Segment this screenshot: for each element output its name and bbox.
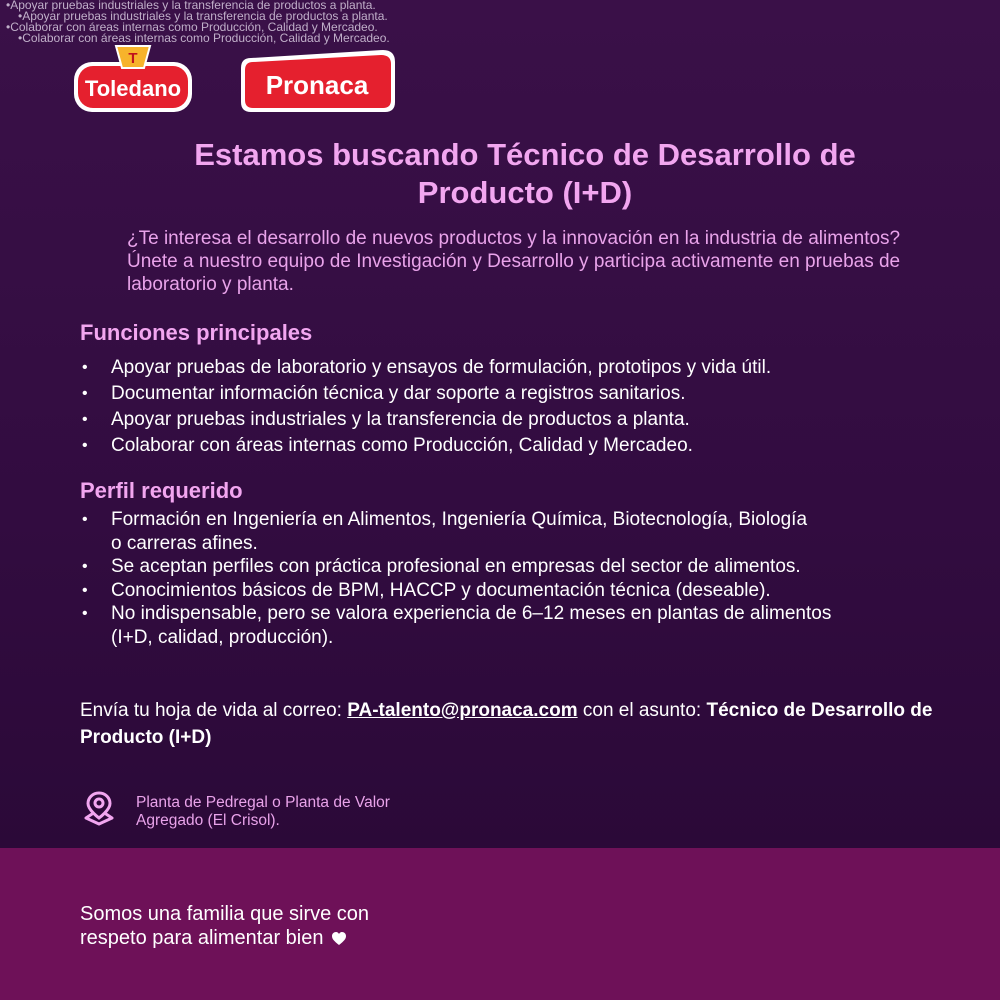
list-item: • Formación en Ingeniería en Alimentos, Ingeniería Química, Biotecnología, Biología o carreras afines.: [80, 508, 880, 555]
pronaca-logo: [237, 48, 397, 114]
svg-text:Toledano: Toledano: [84, 76, 182, 101]
heart-icon: [331, 931, 347, 946]
location-text: Planta de Pedregal o Planta de Valor Agregado (El Crisol).: [136, 794, 390, 829]
profile-list: [80, 508, 880, 649]
list-item: • Conocimientos básicos de BPM, HACCP y documentación técnica (deseable).: [80, 579, 880, 603]
list-item: • Se aceptan perfiles con práctica profesional en empresas del sector de alimentos.: [80, 555, 880, 579]
tagline: Somos una familia que sirve con respeto para alimentar bien: [80, 903, 370, 949]
page-title: Estamos buscando Técnico de Desarrollo de Producto (I+D): [194, 137, 856, 210]
list-item: • No indispensable, pero se valora experiencia de 6–12 meses en plantas de alimentos (I+D, calidad, producción).: [80, 602, 880, 649]
functions-list: [80, 356, 940, 460]
apply-instructions: Envía tu hoja de vida al correo: PA-talento@pronaca.com con el asunto: Técnico de Desarrollo de Producto (I+D): [80, 700, 933, 748]
svg-text:T: T: [128, 50, 138, 67]
toledano-logo: [72, 44, 194, 114]
list-item: • Apoyar pruebas de laboratorio y ensayos de formulación, prototipos y vida útil.: [80, 356, 940, 380]
svg-text:Pronaca: Pronaca: [265, 70, 369, 100]
intro-paragraph: ¿Te interesa el desarrollo de nuevos productos y la innovación en la industria de alimentos? Únete a nuestro equipo de Investigación y Desarrollo y participa activamente en pruebas de laboratorio y planta.: [127, 228, 901, 295]
email-subject: Técnico de Desarrollo de Producto (I+D): [80, 700, 933, 748]
profile-heading: Perfil requerido: [80, 478, 243, 503]
footer-band: [0, 848, 1000, 1000]
list-item: • Apoyar pruebas industriales y la transferencia de productos a planta.: [80, 408, 940, 432]
overlay-ghost-text: •Apoyar pruebas industriales y la transferencia de productos a planta. •Apoyar pruebas industriales y la transferencia de productos a planta. •Colaborar con áreas internas como Producción, Calidad y Mercadeo. •Colaborar con áreas internas como Producción, Calidad y Mercadeo.: [6, 0, 390, 45]
location-pin-icon: [82, 790, 116, 826]
email-link[interactable]: PA-talento@pronaca.com: [347, 700, 578, 721]
list-item: • Colaborar con áreas internas como Producción, Calidad y Mercadeo.: [80, 434, 940, 458]
functions-heading: Funciones principales: [80, 320, 313, 345]
list-item: • Documentar información técnica y dar soporte a registros sanitarios.: [80, 382, 940, 406]
